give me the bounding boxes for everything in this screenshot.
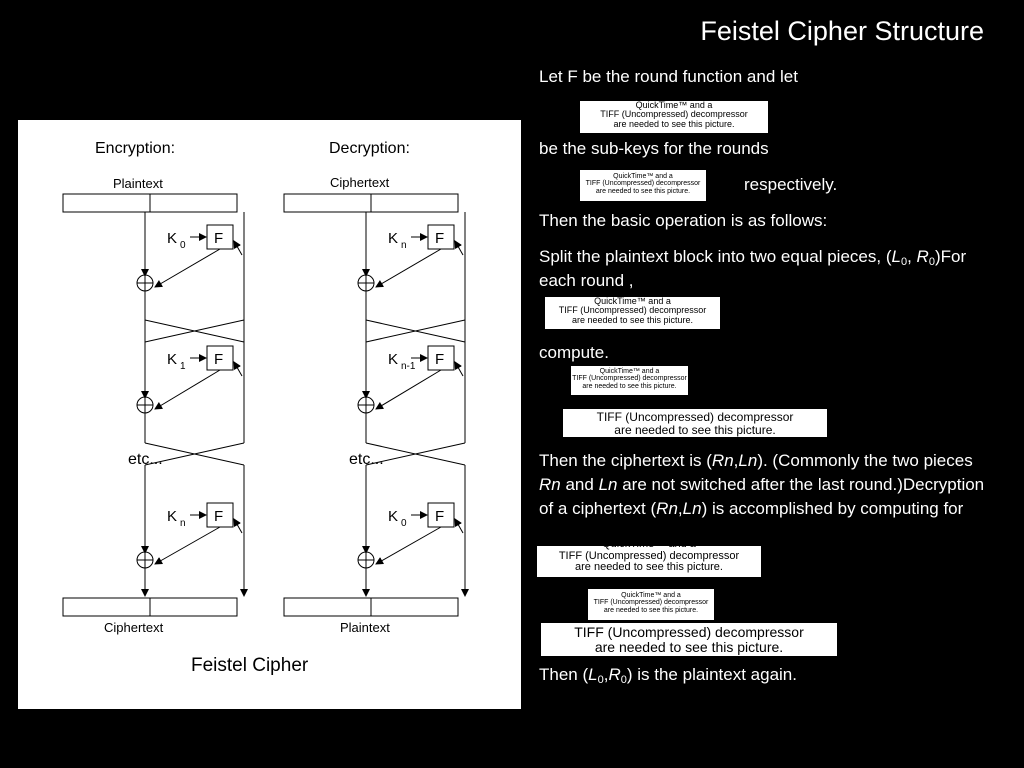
ciphertext-paragraph: Then the ciphertext is (Rn,Ln). (Commonly the two pieces Rn and Ln are not switched after the last round.)Decryption of a ciphertext (Rn,Ln) is accomplished by computing for (539, 451, 985, 518)
f-function-label: F (214, 351, 224, 368)
f-function-label: F (214, 230, 224, 247)
respectively-text: respectively. (744, 175, 838, 194)
right-to-f-arrow (455, 519, 463, 533)
f-to-xor-arrow (376, 249, 441, 287)
right-to-f-arrow (234, 362, 242, 376)
split-text: Split the plaintext block into two equal pieces, ($L_0$, $R_0)For$ each round , (539, 247, 967, 290)
right-to-f-arrow (455, 241, 463, 255)
enc-etc-label: etc... (128, 451, 163, 468)
dec-input-label: Ciphertext (330, 175, 390, 190)
f-to-xor-arrow (155, 249, 220, 287)
right-to-f-arrow (234, 519, 242, 533)
quicktime-placeholder-6: QuickTime™ and a TIFF (Uncompressed) decompressor are needed to see this picture. (537, 546, 761, 577)
quicktime-placeholder-1: QuickTime™ and a TIFF (Uncompressed) decompressor are needed to see this picture. (580, 101, 768, 133)
subkey-label: K (388, 508, 399, 525)
subkey-label: K (388, 351, 399, 368)
subkey-label: K (167, 351, 178, 368)
right-to-f-arrow (234, 241, 242, 255)
subkey-index: n (180, 518, 186, 529)
subkey-index: n-1 (401, 361, 416, 372)
dec-output-label: Plaintext (340, 620, 390, 635)
encryption-heading: Encryption: (95, 140, 176, 157)
f-function-label: F (214, 508, 224, 525)
f-to-xor-arrow (155, 370, 220, 409)
subkey-index: 0 (401, 518, 407, 529)
subkey-label: K (167, 230, 178, 247)
quicktime-placeholder-4: QuickTime™ and a TIFF (Uncompressed) decompressor are needed to see this picture. (571, 366, 688, 395)
right-to-f-arrow (455, 362, 463, 376)
f-to-xor-arrow (155, 527, 220, 564)
subkeys-text: be the sub-keys for the rounds (539, 139, 769, 158)
quicktime-placeholder-7: QuickTime™ and a TIFF (Uncompressed) decompressor are needed to see this picture. (588, 589, 714, 620)
subkey-label: K (167, 508, 178, 525)
basic-operation-text: Then the basic operation is as follows: (539, 211, 828, 230)
f-function-label: F (435, 351, 445, 368)
subkey-index: 1 (180, 361, 186, 372)
intro-text: Let F be the round function and let (539, 67, 798, 86)
feistel-diagram (18, 120, 521, 709)
compute-text: compute. (539, 343, 609, 362)
subkey-index: n (401, 240, 407, 251)
subkey-label: K (388, 230, 399, 247)
subkey-index: 0 (180, 240, 186, 251)
f-function-label: F (435, 230, 445, 247)
quicktime-placeholder-5: TIFF (Uncompressed) decompressor are needed to see this picture. (563, 409, 827, 437)
slide-title: Feistel Cipher Structure (700, 16, 984, 46)
enc-input-label: Plaintext (113, 176, 163, 191)
final-text: Then $(L_0,R_0)$ is the plaintext again. (539, 665, 797, 686)
quicktime-placeholder-3: QuickTime™ and a TIFF (Uncompressed) decompressor are needed to see this picture. (545, 297, 720, 329)
decryption-heading: Decryption: (329, 140, 410, 157)
quicktime-placeholder-2: QuickTime™ and a TIFF (Uncompressed) decompressor are needed to see this picture. (580, 170, 706, 201)
quicktime-placeholder-8: TIFF (Uncompressed) decompressor are needed to see this picture. (541, 623, 837, 656)
f-function-label: F (435, 508, 445, 525)
f-to-xor-arrow (376, 527, 441, 564)
f-to-xor-arrow (376, 370, 441, 409)
enc-output-label: Ciphertext (104, 620, 164, 635)
figure-caption: Feistel Cipher (191, 655, 309, 676)
dec-etc-label: etc... (349, 451, 384, 468)
